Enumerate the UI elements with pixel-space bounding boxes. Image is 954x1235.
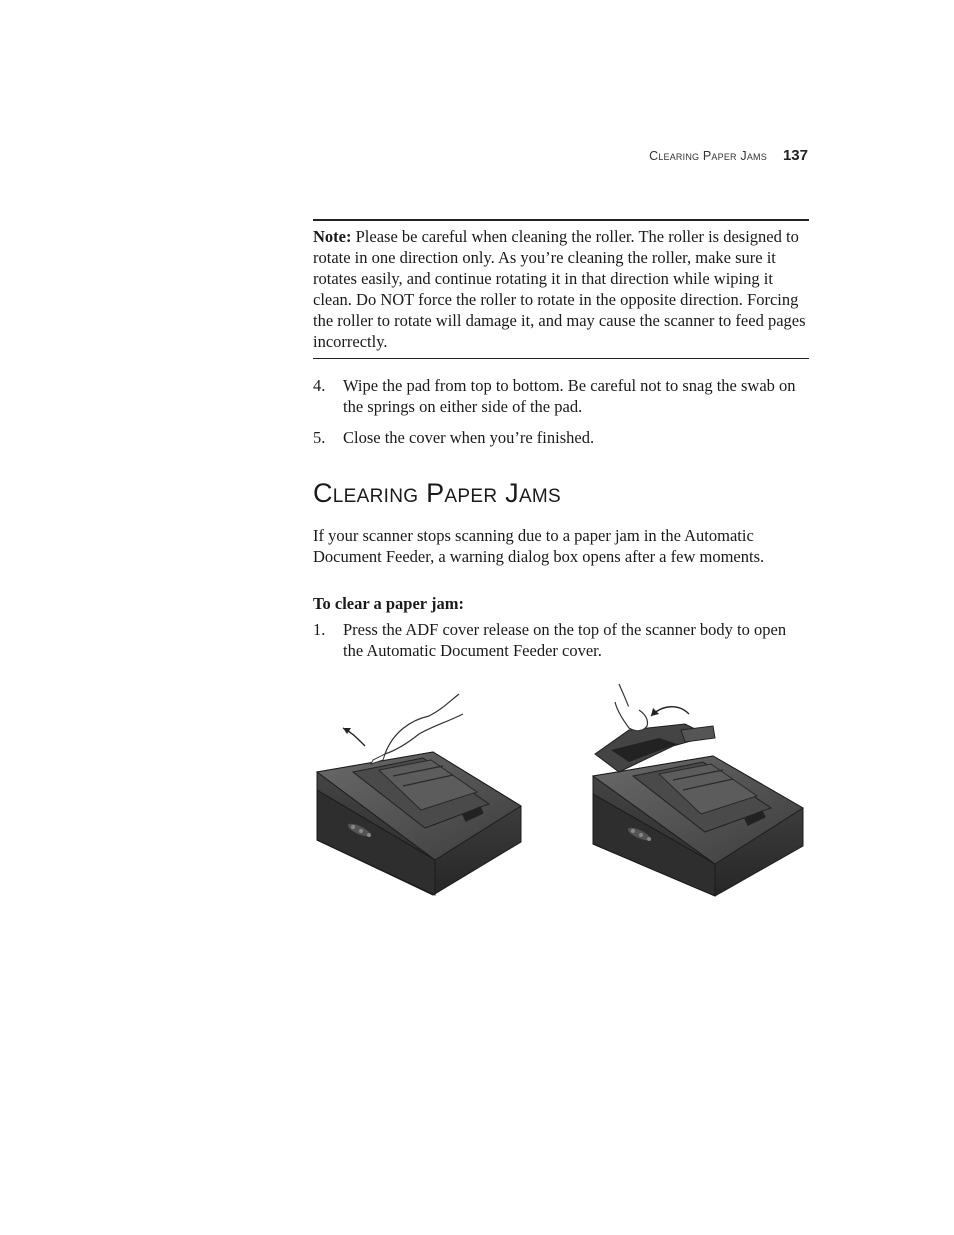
running-header [649, 147, 808, 164]
step-list-cleaning [313, 375, 809, 448]
step-number: 1. [313, 620, 326, 639]
note-text: Please be careful when cleaning the roller. The roller is designed to rotate in one direction only. As you’re cleaning the roller, make sure it rotates easily, and continue rotating it in that direction while wiping it clean. Do NOT force the roller to rotate in the opposite direction. Forcing the roller to rotate will damage it, and may cause the scanner to feed pages incorrectly. [313, 227, 806, 351]
section-title: Clearing Paper Jams [313, 478, 562, 508]
running-title: Clearing Paper Jams [649, 149, 767, 163]
step-text: Close the cover when you’re finished. [343, 428, 595, 447]
step-number: 5. [313, 428, 326, 447]
scanner-open-illustration [589, 680, 809, 900]
page-number: 137 [782, 147, 808, 164]
procedure-heading: To clear a paper jam: [313, 594, 464, 613]
section-intro: If your scanner stops scanning due to a paper jam in the Automatic Document Feeder, a warning dialog box opens after a few moments. [313, 526, 765, 566]
list-item [313, 427, 809, 448]
list-item [313, 375, 809, 417]
step-text: Wipe the pad from top to bottom. Be careful not to snag the swab on the springs on either side of the pad. [343, 376, 796, 416]
step-number: 4. [313, 376, 326, 395]
list-item [313, 619, 809, 661]
scanner-illustrations [313, 680, 809, 900]
step-text: Press the ADF cover release on the top of the scanner body to open the Automatic Document Feeder cover. [343, 620, 787, 660]
step-list-jam [313, 619, 809, 661]
scanner-closed-illustration [313, 680, 525, 900]
note-box [313, 219, 809, 359]
note-label: Note: [313, 227, 352, 246]
page-content [313, 219, 809, 661]
